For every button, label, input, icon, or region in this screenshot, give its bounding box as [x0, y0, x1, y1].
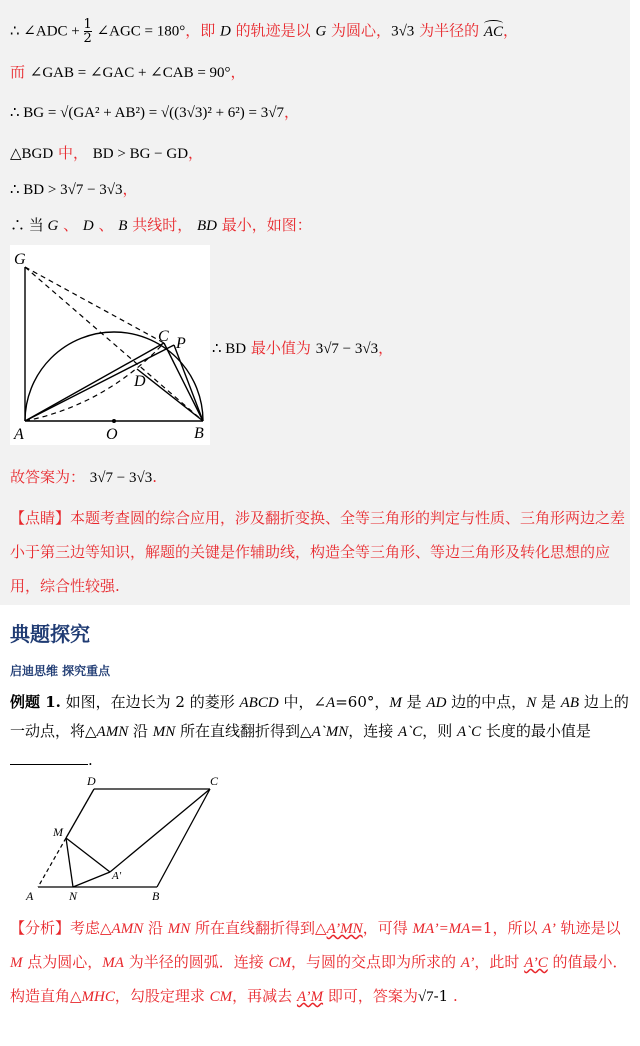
- text: 即可，答案为: [323, 987, 418, 1005]
- label-b: B: [152, 889, 160, 903]
- dashed-ma: [38, 838, 66, 887]
- semicircle-figure: [10, 245, 210, 445]
- text: 是: [401, 693, 427, 711]
- label-d: D: [87, 774, 96, 788]
- text: ，此时: [474, 953, 525, 971]
- var: AMN: [111, 921, 144, 937]
- text: 故答案为：: [10, 468, 90, 486]
- var: M: [10, 955, 23, 971]
- var: MN: [167, 921, 191, 937]
- var: MHC: [81, 989, 115, 1005]
- text: 是: [536, 693, 561, 711]
- var: A`MN: [311, 724, 349, 740]
- var: A: [326, 695, 336, 711]
- text: 如图，在边长为 2 的菱形: [60, 693, 240, 711]
- math-text: ∠AGC = 180°: [96, 23, 186, 40]
- fraction-numerator: 1: [83, 17, 92, 32]
- math-text: √7: [417, 989, 434, 1005]
- label-n: N: [69, 889, 78, 903]
- comment-paragraph: 【点睛】本题考查圆的综合应用，涉及翻折变换、全等三角形的判定与性质、三角形两边之差小于第三边等知识，解题的关键是作辅助线，构造全等三角形、等边三角形及转化思想的应用，综合性较强.: [10, 509, 626, 595]
- solution-line-1: [10, 18, 518, 45]
- math-text: 3√7 − 3√3: [89, 470, 153, 486]
- var: M: [389, 695, 402, 711]
- math-text: 3√7 − 3√3: [315, 341, 379, 357]
- subheading: 启迪思维 探究重点: [10, 664, 111, 678]
- text: ，即: [185, 21, 221, 40]
- text: 边上的一动点，将△: [10, 693, 629, 740]
- segment-mn: [66, 838, 73, 887]
- math-text: ∴ 当: [10, 218, 48, 234]
- text: ，勾股定理求: [114, 987, 210, 1005]
- answer-blank: [10, 750, 88, 765]
- math-text: 3√3: [391, 23, 415, 40]
- label-p: P: [176, 335, 186, 352]
- label-c: C: [210, 774, 219, 788]
- text: 为半径的: [414, 21, 484, 40]
- text: =1，所以: [470, 919, 543, 937]
- var: G: [315, 23, 327, 40]
- text: 中，: [53, 144, 93, 162]
- math-text: -1: [433, 987, 449, 1005]
- text: 长度的最小值是: [481, 722, 591, 740]
- label-o: O: [106, 426, 118, 443]
- text: 沿: [128, 722, 153, 740]
- math-text: ∠GAB = ∠GAC + ∠CAB = 90°: [29, 65, 231, 81]
- fraction-denominator: 2: [83, 31, 92, 46]
- text: ，: [188, 144, 204, 162]
- label-b: B: [194, 425, 204, 442]
- var: BD: [197, 218, 218, 234]
- segment-ma1: [66, 838, 110, 872]
- example-label: 例题 1.: [10, 693, 61, 711]
- solution-line-6: [10, 215, 312, 236]
- var: B: [118, 218, 128, 234]
- solution-line-4: [10, 143, 203, 164]
- var: A’: [460, 955, 475, 971]
- side-cb: [157, 789, 210, 887]
- label-a: A: [26, 889, 34, 903]
- text: 边的中点，: [446, 693, 527, 711]
- solution-line-2: [10, 62, 246, 83]
- var: D: [220, 23, 231, 40]
- text: ，: [284, 103, 300, 121]
- var: AC: [483, 23, 504, 40]
- text: ，: [378, 339, 394, 357]
- solution-line-3: [10, 102, 299, 123]
- label-a: A: [14, 426, 24, 443]
- label-m: M: [53, 825, 63, 839]
- label-a-prime: A': [112, 870, 122, 882]
- text: 中，∠: [278, 693, 327, 711]
- var: CM: [268, 955, 291, 971]
- text: ，可得: [362, 919, 413, 937]
- var: AD: [426, 695, 447, 711]
- fraction: [84, 18, 92, 45]
- text: ，与圆的交点即为所求的: [291, 953, 461, 971]
- example-question: [10, 688, 630, 774]
- text: 【分析】考虑△: [10, 919, 112, 937]
- text: ，连接: [348, 722, 399, 740]
- math-text: BD > BG − GD: [92, 146, 189, 162]
- math-text: ∴ BG = √(GA² + AB²) = √((3√3)² + 6²) = 3√7: [10, 105, 284, 121]
- text: 的轨迹是以: [230, 21, 316, 40]
- text: .: [152, 468, 157, 486]
- segment-a1c: [110, 789, 210, 872]
- analysis-paragraph: [10, 912, 630, 1014]
- text: 最小，如图：: [217, 216, 312, 234]
- text: 所在直线翻折得到△: [190, 919, 327, 937]
- text: 的值最小．构造直角△: [10, 953, 628, 1005]
- side-dm: [66, 789, 94, 838]
- rhombus-figure: [10, 772, 240, 904]
- var: ABCD: [239, 695, 279, 711]
- var: A`C: [456, 724, 482, 740]
- var: A’MN: [326, 921, 363, 937]
- section-title: 典题探究: [10, 622, 90, 646]
- label-g: G: [14, 251, 26, 268]
- var: G: [47, 218, 59, 234]
- var: MA: [102, 955, 124, 971]
- text: .: [88, 751, 93, 769]
- text: ，: [503, 21, 519, 40]
- figure1-caption: [212, 338, 393, 359]
- text: =60°，: [335, 693, 390, 711]
- text: 而: [10, 63, 30, 81]
- text: 共线时，: [127, 216, 198, 234]
- label-d: D: [134, 373, 146, 390]
- text: 为半径的圆弧．连接: [123, 953, 269, 971]
- text: 点为圆心，: [22, 953, 103, 971]
- text: ，再减去: [232, 987, 297, 1005]
- text: .: [448, 987, 458, 1005]
- text: 、: [58, 216, 83, 234]
- var: N: [526, 695, 537, 711]
- text: 轨迹是以: [555, 919, 621, 937]
- solution-line-5: [10, 179, 138, 200]
- text: ，: [122, 180, 138, 198]
- arc-mark: [484, 20, 503, 27]
- var: D: [82, 218, 94, 234]
- text: ，: [230, 63, 246, 81]
- math-text: ∴ BD: [212, 341, 247, 357]
- center-point-o: [112, 419, 116, 423]
- text: 最小值为: [246, 339, 316, 357]
- var: A’C: [524, 955, 548, 971]
- var: A`C: [398, 724, 423, 740]
- var: AMN: [96, 724, 129, 740]
- var: MA’=MA: [412, 921, 471, 937]
- label-c: C: [158, 328, 169, 345]
- answer-line: [10, 467, 157, 488]
- var: AB: [560, 695, 580, 711]
- var: A’: [542, 921, 556, 937]
- var: CM: [209, 989, 233, 1005]
- text: 为圆心，: [326, 21, 392, 40]
- segment-na1: [73, 872, 110, 887]
- text: 、: [93, 216, 119, 234]
- var: A’M: [296, 989, 324, 1005]
- math-text: ∴ BD > 3√7 − 3√3: [10, 182, 123, 198]
- math-text: ∴ ∠ADC +: [10, 23, 84, 40]
- text: 所在直线翻折得到△: [175, 722, 312, 740]
- var: MN: [152, 724, 176, 740]
- text: 沿: [143, 919, 168, 937]
- arc-ac: [484, 24, 503, 40]
- math-text: △BGD: [10, 146, 54, 162]
- text: ，则: [422, 722, 457, 740]
